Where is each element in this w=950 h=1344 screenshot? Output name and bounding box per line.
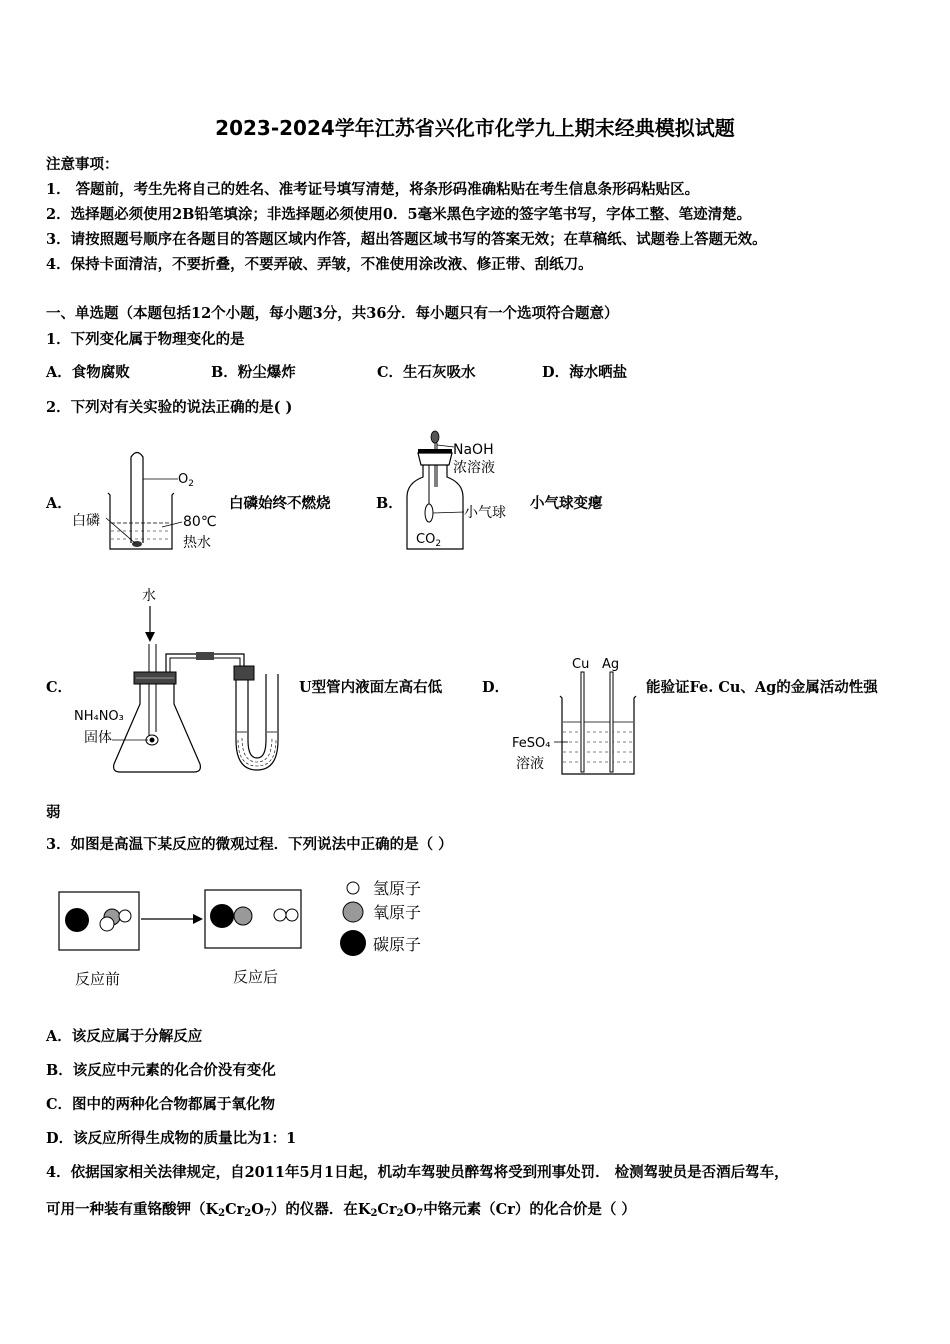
notice-item-2: 2．选择题必须使用2B铅笔填涂；非选择题必须使用0．5毫米黑色字迹的签字笔书写，字体工整、笔迹清楚。 xyxy=(46,206,752,223)
page-title: 2023-2024学年江苏省兴化市化学九上期末经典模拟试题 xyxy=(215,116,735,140)
q2-d-ag-label: Ag xyxy=(602,657,620,672)
q3-before-label: 反应前 xyxy=(75,970,121,988)
q4-stem-line2: 可用一种装有重铬酸钾$(K_2Cr_2O_7)$的仪器．在$K_2Cr_2O_7$中铬元素（Cr）的化合价是（ ） xyxy=(46,1201,636,1219)
q3-legend-oxygen: 氧原子 xyxy=(373,903,422,922)
q2-c-water-label: 水 xyxy=(142,588,156,604)
q2-c-figure xyxy=(72,582,302,782)
q2-a-phosphorus-label: 白磷 xyxy=(72,513,100,529)
q2-c-solid-label: 固体 xyxy=(84,730,112,746)
q2-stem: 2．下列对有关实验的说法正确的是( ) xyxy=(46,399,293,416)
q2-d-letter: D． xyxy=(482,679,510,696)
q2-b-text: 小气球变瘪 xyxy=(530,495,603,512)
notice-item-1: 1． 答题前，考生先将自己的姓名、准考证号填写清楚，将条形码准确粘贴在考生信息条形码粘贴区。 xyxy=(46,181,700,198)
q2-a-temp-label: 80℃ xyxy=(183,514,217,530)
q1-option-c: C．生石灰吸水 xyxy=(377,364,476,381)
q1-option-d: D．海水晒盐 xyxy=(542,364,628,381)
q3-option-d: D．该反应所得生成物的质量比为1：1 xyxy=(46,1130,297,1147)
q1-option-a: A．食物腐败 xyxy=(46,364,130,381)
q3-stem: 3．如图是高温下某反应的微观过程．下列说法中正确的是（ ） xyxy=(46,836,453,853)
q3-option-c: C．图中的两种化合物都属于氧化物 xyxy=(46,1096,276,1113)
q2-a-figure xyxy=(70,445,230,560)
q2-a-letter: A． xyxy=(46,495,72,512)
q2-a-water-label: 热水 xyxy=(183,535,211,551)
legend-carbon-icon xyxy=(340,930,366,956)
notice-item-3: 3．请按照题号顺序在各题目的答题区域内作答，超出答题区域书写的答案无效；在草稿纸、试题卷上答题无效。 xyxy=(46,231,767,248)
q3-figure xyxy=(55,870,435,995)
q2-a-text: 白磷始终不燃烧 xyxy=(229,495,331,512)
legend-oxygen-icon xyxy=(343,902,363,922)
q3-legend-carbon: 碳原子 xyxy=(373,935,422,954)
q2-b-figure xyxy=(400,425,530,555)
q2-d-cu-label: Cu xyxy=(572,657,590,672)
notice-item-4: 4．保持卡面清洁，不要折叠，不要弄破、弄皱，不准使用涂改液、修正带、刮纸刀。 xyxy=(46,256,593,273)
legend-hydrogen-icon xyxy=(347,882,359,894)
q2-d-figure xyxy=(510,652,645,777)
q2-c-text: U型管内液面左高右低 xyxy=(299,679,443,696)
q3-option-b: B．该反应中元素的化合价没有变化 xyxy=(46,1062,276,1079)
q4-stem-line1: 4．依据国家相关法律规定，自2011年5月1日起，机动车驾驶员醉驾将受到刑事处罚． 检测驾驶员是否酒后驾车， xyxy=(46,1164,789,1181)
q2-c-nh4no3-label: NH₄NO₃ xyxy=(74,709,124,724)
q2-b-naoh-label: NaOH xyxy=(453,442,494,458)
q1-option-b: B．粉尘爆炸 xyxy=(211,364,296,381)
section-heading: 一、单选题（本题包括12个小题，每小题3分，共36分．每小题只有一个选项符合题意） xyxy=(46,305,619,322)
q2-a-o2-label: $O_2$ xyxy=(178,472,194,489)
q3-option-a: A．该反应属于分解反应 xyxy=(46,1028,203,1045)
q3-after-label: 反应后 xyxy=(233,968,279,986)
q2-d-text-cont: 弱 xyxy=(46,804,61,821)
q2-c-letter: C． xyxy=(46,679,73,696)
q2-b-balloon-label: 小气球 xyxy=(464,505,506,521)
q2-b-co2-label: $CO_2$ xyxy=(416,532,442,549)
q3-legend-hydrogen: 氢原子 xyxy=(373,879,422,898)
notice-heading: 注意事项： xyxy=(46,156,119,173)
q2-d-feso4-label: FeSO₄ xyxy=(512,736,551,751)
q2-b-solution-label: 浓溶液 xyxy=(453,460,495,476)
q2-d-text: 能验证Fe. Cu、Ag的金属活动性强 xyxy=(646,679,878,696)
q2-b-letter: B． xyxy=(376,495,403,512)
q2-d-solution-label: 溶液 xyxy=(516,756,544,772)
q1-stem: 1．下列变化属于物理变化的是 xyxy=(46,331,245,348)
